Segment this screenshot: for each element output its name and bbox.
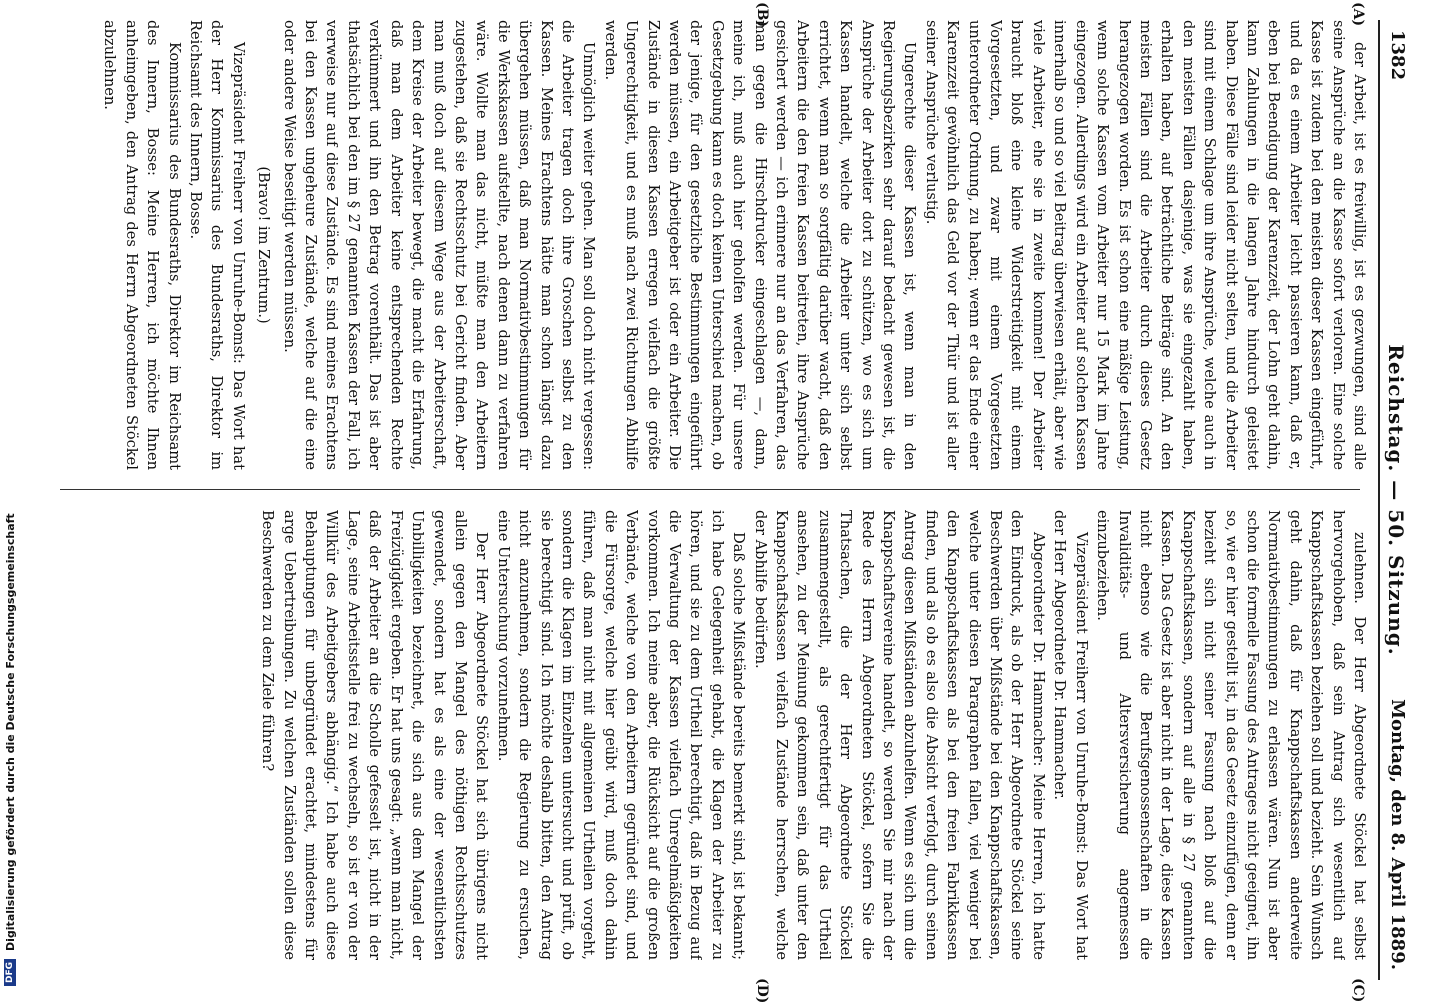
applause-note: (Bravo! im Zentrum.) xyxy=(255,166,273,324)
paragraph: Vizepräsident Freiherr von Unruhe-Bomst: Das Wort hat der Herr Kommissarius des Bundesraths, Direktor im Reichsamt des Innern, Bosse. xyxy=(187,20,247,470)
right-column xyxy=(50,510,1370,960)
paragraph: der Arbeit, ist es freiwillig, ist es gezwungen, sind alle seine Ansprüche an die Kasse sofort verloren. Eine solche Kasse ist zudem bei den meisten dieser Kassen eingeführt, und da es einem Arbeiter leicht passieren kann, daß er, eben bei Beendigung der Karenzzeit, der Lohn geht dahin, kann Zahlungen in die langen Jahre hindurch geleistet haben. Diese Fälle sind leider nicht selten, und die Arbeiter sind mit einem Schlage um ihre Ansprüche, welche auch in den meisten Fällen dasjenige, was sie eingezahlt haben, erhalten haben, auf beträchtliche Beiträge sind. An den meisten Fällen sind die Arbeiter durch dieses Gesetz herangezogen worden. Es ist schon eine mäßige Leistung, wenn solche Kassen vom Arbeiter nur 15 Mark im Jahre eingezogen. Allerdings wird ein Arbeiter auf solchen Kassen innerhalb so und so viel Beitrag überwiesen erhält, aber wie viele Arbeiter, ehe sie in zweite kommen! Der Arbeiter braucht bloß eine kleine Widerstreitigkeit mit einem Vorgesetzten, und zwar mit einem Vorgesetzten unterordneter Ordnung, zu haben; wenn er das Ende einer Karenzzeit gewöhnlich das Geld vor der Thür und ist aller seiner Ansprüche verlustig. xyxy=(922,20,1368,470)
paragraph: Abgeordneter Dr. Hammacher: Meine Herren, ich hatte den Eindruck, als ob der Herr Abgeordnete Stöckel seine Beschwerden über Mißstände bei den Knappschaftskassen, welche unter diesen Paragraphen fallen, viel weniger bei den Knappschaftskassen als bei den freien Fabrikkassen finden, und als ob es also die Absicht verfolgt, durch seinen Antrag diesen Mißständen abzuhelfen. Wenn es sich um die Knappschaftsvereine handelt, so werden Sie mir nach der Rede des Herrn Abgeordneten Stöckel, sofern Sie die Thatsachen, die der Herr Abgeordnete Stöckel zusammengestellt, als gerechtfertigt für das Urtheil ansehen, zu der Meinung gekommen sein, daß unter den Knappschaftskassen vielfach Zustände herrschen, welche der Abhilfe bedürfen. xyxy=(751,510,1047,960)
left-column xyxy=(50,20,1370,470)
paragraph: zulehnen. Der Herr Abgeordnete Stöckel hat selbst hervorgehoben, daß sein Antrag sich wesentlich auf Knappschaftskassen beziehen soll und bezieht. Sein Wunsch geht dahin, daß für Knappschaftskassen anderweite Normativbestimmungen zu erlassen wären. Nun ist aber schon die formelle Fassung des Antrages nicht geeignet, ihn so, wie er hier gestellt ist, in das Gesetz einzufügen, denn er bezieht sich nicht seiner Fassung nach bloß auf die Knappschaftskassen, sondern auf alle in § 27 genannten Kassen. Das Gesetz ist aber nicht in der Lage, diese Kassen nicht ebenso wie die Berufsgenossenschaften in die Invaliditäts- und Altersversicherung angemessen einzubeziehen. xyxy=(1094,510,1368,960)
session-date: Montag, den 8. April 1889. xyxy=(1387,699,1408,970)
running-title: Reichstag. — 50. Sitzung. xyxy=(1384,344,1408,656)
paragraph: Daß solche Mißstände bereits bemerkt sind, ist bekannt; ich habe Gelegenheit gehabt, die Klagen der Arbeiter zu hören, und sie zu dem Urtheil berechtigt, daß in Bezug auf die Verwaltung der Kassen vielfach Unregelmäßigkeiten vorkommen. Ich meine aber, die Rücksicht auf die großen Verbände, welche von den Arbeitern gegründet sind, und die Fürsorge, welche hier geübt wird, muß doch dahin führen, daß man nicht mit allgemeinen Urtheilen vorgeht, sondern die Klagen im Einzelnen untersucht und prüft, ob sie berechtigt sind. Ich möchte deshalb bitten, den Antrag nicht anzunehmen, sondern die Regierung zu ersuchen, eine Untersuchung vorzunehmen. xyxy=(494,510,748,960)
paragraph: Vizepräsident Freiherr von Unruhe-Bomst: Das Wort hat der Herr Abgeordnete Dr. Hammacher. xyxy=(1051,510,1090,960)
digitization-credit xyxy=(0,0,20,1000)
paragraph: Kommissarius des Bundesraths, Direktor im Reichsamt des Innern, Bosse: Meine Herren, ich möchte Ihnen anheimgeben, den Antrag des Herrn Abgeordneten Stöckel abzulehnen. xyxy=(101,20,183,470)
page-header xyxy=(1382,20,1412,980)
column-divider xyxy=(60,489,1360,490)
margin-marker-a: (A) xyxy=(1350,2,1366,27)
margin-marker-c: (C) xyxy=(1350,978,1366,1003)
credit-text: Digitalisierung gefördert durch die Deutsche Forschungsgemeinschaft xyxy=(3,513,17,951)
margin-marker-d: (D) xyxy=(754,978,770,1003)
page-number: 1382 xyxy=(1387,30,1408,81)
paragraph: Unmöglich weiter gehen. Man soll doch nicht vergessen: die Arbeiter tragen doch ihre Groschen selbst zu den Kassen. Meines Erachtens hätte man schon längst dazu übergehen müssen, daß man Normativbestimmungen für die Werkskassen aufstellte, nach denen dann zu verfahren wäre. Wollte man das nicht, müßte man den Arbeitern zugestehen, daß sie Rechtsschutz bei Gericht finden. Aber man muß doch auf diesem Wege aus der Arbeiterschaft, dem Kreise der Arbeiter bewegt, die macht die Erfahrung, daß man dem Arbeiter keine entsprechenden Rechte verkümmert und ihn den Betrag vorenthält. Das ist aber thatsächlich bei den im § 27 genannten Kassen der Fall, ich verweise nur auf diese Zustände. Es sind meines Erachtens bei den Kassen ungeheure Zustände, welche auf die eine oder andere Weise beseitigt werden müssen. xyxy=(280,20,598,470)
scanned-page xyxy=(10,0,1420,1003)
paragraph: Der Herr Abgeordnete Stöckel hat sich übrigens nicht allein gegen den Mangel des nöthigen Rechtsschutzes gewendet, sondern hat es als eine der wesentlichsten Unbilligkeiten bezeichnet, die sich aus dem Mangel der Freizügigkeit ergeben. Er hat uns gesagt: „wenn man nicht, daß der Arbeiter an die Scholle gefesselt ist, nicht in der Lage, seine Arbeitsstelle frei zu wechseln, so ist er von der Willkür des Arbeitgebers abhängig.“ Ich habe auch diese Behauptungen für unbegründet erachtet, mindestens für arge Uebertreibungen. Zu welchen Zuständen sollen diese Beschwerden zu dem Ziele führen? xyxy=(259,510,491,960)
header-rule xyxy=(1378,20,1380,980)
dfg-logo: DFG xyxy=(4,959,16,986)
paragraph: Ungerechte dieser Kassen ist, wenn man in den Regierungsbezirken sehr darauf bedacht gewesen ist, die Ansprüche der Arbeiter dort zu schützen, wo es sich um Kassen handelt, welche die Arbeiter unter sich selbst errichtet, wenn man so sorgfältig darüber wacht, daß den Arbeitern die den freien Kassen beitreten, ihre Ansprüche gesichert werden — ich erinnere nur an das Verfahren, das man gegen die Hirschdrucker eingeschlagen —, dann, meine ich, muß auch hier geholfen werden. Für unsere Gesetzgebung kann es doch keinen Unterschied machen, ob der jenige, für den gesetzliche Bestimmungen eingeführt werden müssen, ein Arbeitgeber ist oder ein Arbeiter. Die Zustände in diesen Kassen erregen vielfach die größte Ungerechtigkeit, und es muß nach zwei Richtungen Abhilfe werden. xyxy=(601,20,919,470)
margin-marker-b: (B) xyxy=(754,2,770,28)
